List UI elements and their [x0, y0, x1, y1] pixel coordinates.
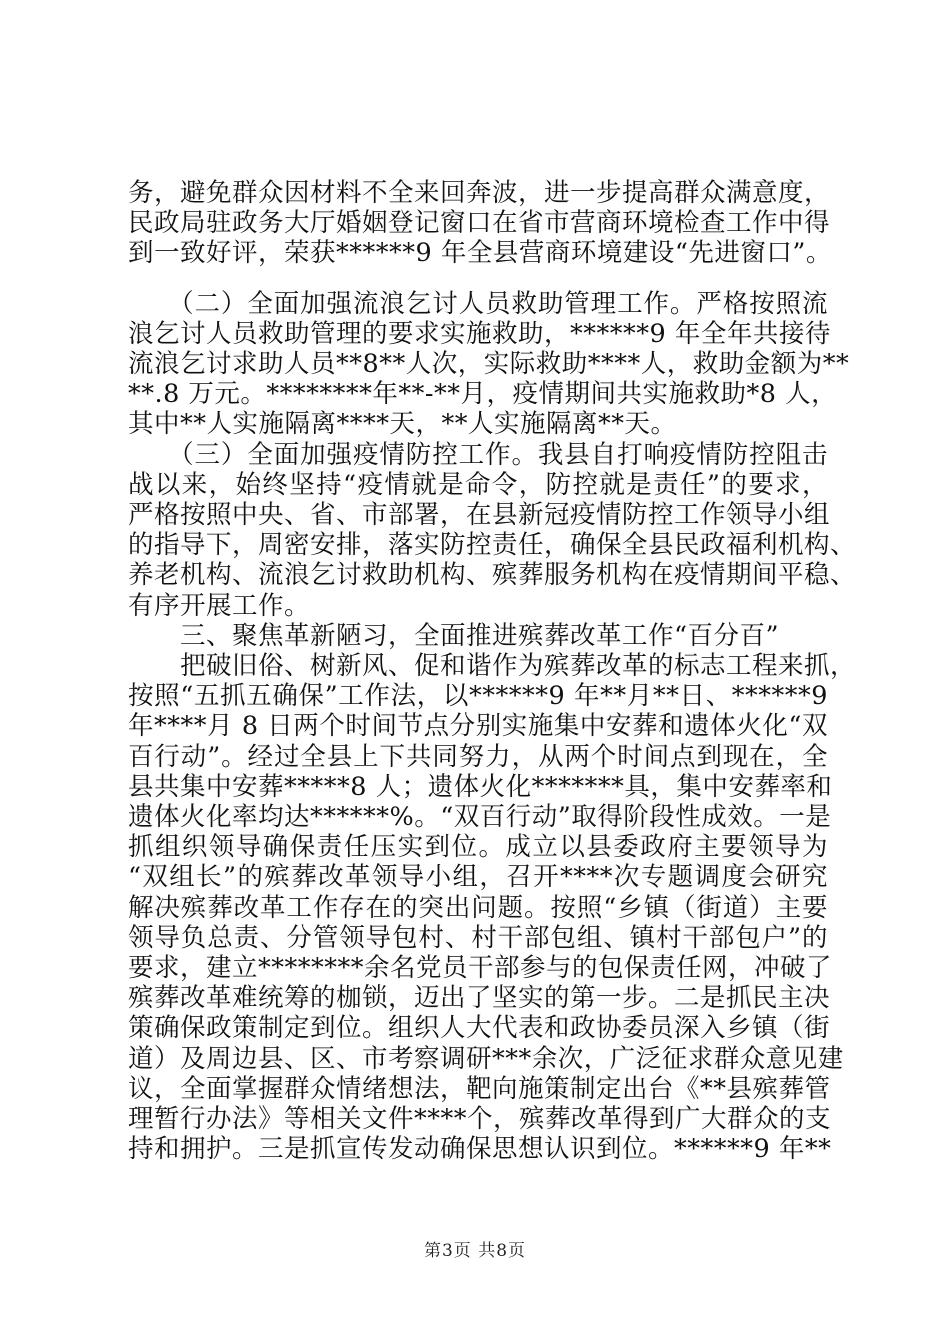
- text-line: 理暂行办法》等相关文件****个，殡葬改革得到广大群众的支: [128, 1104, 832, 1134]
- text-line: 年****月 8 日两个时间节点分别实施集中安葬和遗体火化“双: [128, 711, 828, 741]
- text-line: 有序开展工作。: [128, 591, 311, 621]
- text-line: （三）全面加强疫情防控工作。我县自打响疫情防控阻击: [128, 440, 828, 470]
- text-line: 领导负总责、分管领导包村、村干部包组、镇村干部包户”的: [128, 923, 828, 953]
- text-line: 务，避免群众因材料不全来回奔波，进一步提高群众满意度，: [128, 178, 831, 208]
- page-footer: 第3页 共8页: [423, 1241, 527, 1261]
- text-line: 战以来，始终坚持“疫情就是命令，防控就是责任”的要求，: [128, 470, 828, 500]
- text-line: （二）全面加强流浪乞讨人员救助管理工作。严格按照流: [128, 289, 828, 319]
- text-line: 民政局驻政务大厅婚姻登记窗口在省市营商环境检查工作中得: [128, 208, 831, 238]
- text-line: 议，全面掌握群众情绪想法，靶向施策制定出台《**县殡葬管: [128, 1074, 831, 1104]
- text-line: **.8 万元。********年**-**月，疫情期间共实施救助*8 人，: [128, 379, 838, 409]
- text-line: 策确保政策制定到位。组织人大代表和政协委员深入乡镇（街: [128, 1013, 831, 1043]
- text-line: 县共集中安葬*****8 人；遗体火化*******具，集中安葬率和: [128, 772, 833, 802]
- section-heading: 三、聚焦革新陋习，全面推进殡葬改革工作“百分百”: [128, 621, 780, 651]
- text-line: 解决殡葬改革工作存在的突出问题。按照“乡镇（街道）主要: [128, 893, 828, 923]
- text-line: 严格按照中央、省、市部署，在县新冠疫情防控工作领导小组: [128, 500, 831, 530]
- text-line: 按照“五抓五确保”工作法，以******9 年**月**日、******9: [128, 681, 828, 711]
- text-line: 抓组织领导确保责任压实到位。成立以县委政府主要领导为: [128, 832, 828, 862]
- text-line: 遗体火化率均达******%。“双百行动”取得阶段性成效。一是: [128, 802, 832, 832]
- text-line: 殡葬改革难统筹的枷锁，迈出了坚实的第一步。二是抓民主决: [128, 983, 831, 1013]
- text-line: 的指导下，周密安排，落实防控责任，确保全县民政福利机构、: [128, 530, 857, 560]
- text-line: 要求，建立********余名党员干部参与的包保责任网，冲破了: [128, 953, 833, 983]
- text-line: 道）及周边县、区、市考察调研***余次，广泛征求群众意见建: [128, 1044, 844, 1074]
- text-line: 持和拥护。三是抓宣传发动确保思想认识到位。******9 年**: [128, 1134, 832, 1164]
- text-line: 其中**人实施隔离****天，**人实施隔离**天。: [128, 409, 677, 439]
- text-line: 把破旧俗、树新风、促和谐作为殡葬改革的标志工程来抓，: [128, 651, 857, 681]
- text-line: “双组长”的殡葬改革领导小组，召开****次专题调度会研究: [128, 862, 828, 892]
- text-line: 养老机构、流浪乞讨救助机构、殡葬服务机构在疫情期间平稳、: [128, 560, 857, 590]
- text-line: 百行动”。经过全县上下共同努力，从两个时间点到现在，全: [128, 742, 828, 772]
- text-line: 浪乞讨人员救助管理的要求实施救助，******9 年全年共接待: [128, 319, 831, 349]
- text-line: 流浪乞讨求助人员**8**人次，实际救助****人，救助金额为**: [128, 349, 850, 379]
- text-line: 到一致好评，荣获******9 年全县营商环境建设“先进窗口”。: [128, 238, 832, 268]
